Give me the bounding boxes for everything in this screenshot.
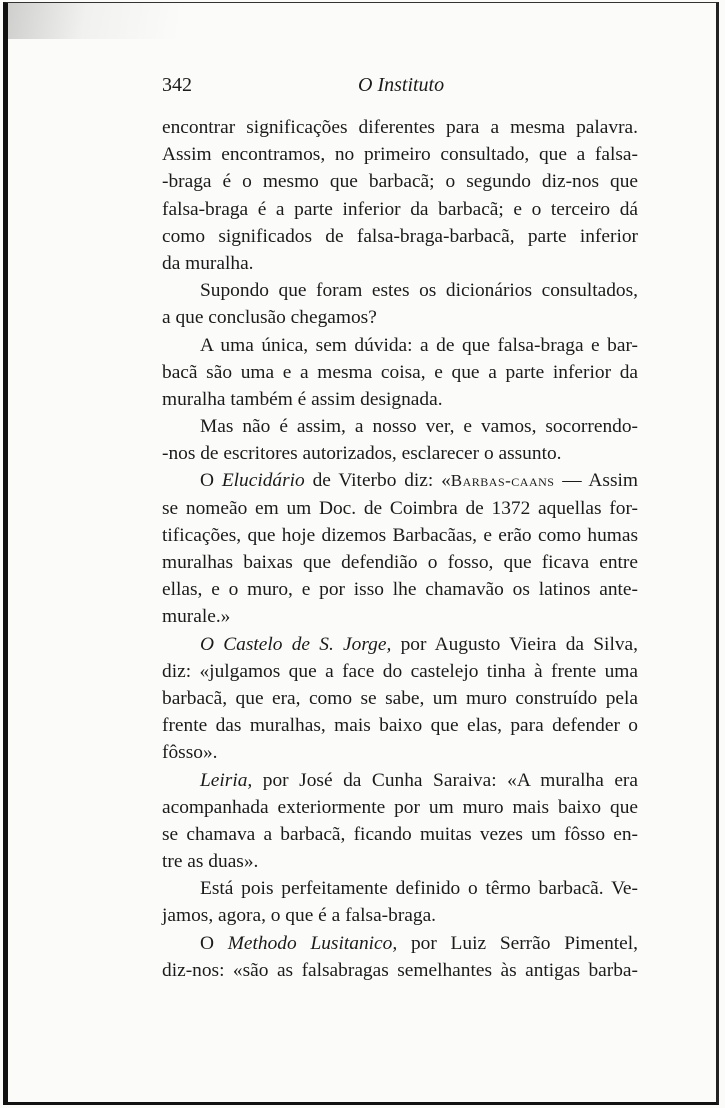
- text-line: Está pois perfeitamente definido o têrmo barbacã. Ve-: [200, 878, 638, 900]
- text-line: -nos de escritores autorizados, esclarecer o assunto.: [162, 443, 562, 465]
- text-fragment: — Assim: [554, 470, 638, 492]
- text-line: como significados de falsa-braga-barbacã, parte inferior: [162, 225, 638, 247]
- text-line: tre as duas».: [162, 851, 259, 873]
- text-line: Mas não é assim, a nosso ver, e vamos, socorrendo-: [200, 416, 638, 438]
- text-line: tificações, que hoje dizemos Barbacãas, e erão como humas: [162, 524, 638, 546]
- text-line: se nomeão em um Doc. de Coimbra de 1372 aquellas for-: [162, 497, 638, 519]
- work-title-elucidario: Elucidário: [221, 470, 305, 492]
- text-line: [162, 768, 638, 793]
- work-title-methodo: Methodo Lusitanico,: [227, 932, 398, 954]
- work-title-castelo: O Castelo de S. Jorge,: [200, 633, 392, 655]
- text-fragment: O: [200, 932, 228, 954]
- text-line: a que conclusão chegamos?: [162, 307, 377, 329]
- text-line: ellas, e o muro, e por isso lhe chamavão os latinos ante-: [162, 579, 638, 601]
- running-head: [162, 70, 638, 100]
- text-line: muralha também é assim designada.: [162, 388, 443, 410]
- text-line: [162, 632, 638, 657]
- text-line: encontrar significações diferentes para a mesma palavra.: [162, 117, 638, 138]
- entry-headword: Barbas-caans: [450, 471, 555, 491]
- text-fragment: por Augusto Vieira da Silva,: [391, 633, 638, 655]
- body-text: [162, 115, 638, 983]
- text-line: murale.»: [162, 606, 231, 628]
- text-fragment: por José da Cunha Saraiva: «A muralha era: [252, 769, 638, 791]
- text-line: A uma única, sem dúvida: a de que falsa-braga e bar-: [200, 334, 638, 356]
- text-line: [162, 931, 638, 956]
- text-line: diz: «julgamos que a face do castelejo tinha à frente uma: [162, 660, 638, 682]
- text-line: jamos, agora, o que é a falsa-braga.: [162, 905, 437, 927]
- text-fragment: por Luiz Serrão Pimentel,: [397, 932, 638, 954]
- text-line: fôsso».: [162, 742, 218, 764]
- text-line: da muralha.: [162, 252, 254, 274]
- text-fragment: O: [200, 470, 222, 492]
- text-line: Supondo que foram estes os dicionários consultados,: [200, 280, 638, 302]
- text-line: barbacã, que era, como se sabe, um muro construído pela: [162, 687, 638, 709]
- text-line: acompanhada exteriormente por um muro mais baixo que: [162, 796, 638, 818]
- work-title-leiria: Leiria,: [200, 769, 253, 791]
- text-line: se chamava a barbacã, ficando muitas vezes um fôsso en-: [162, 823, 638, 845]
- text-line: bacã são uma e a mesma coisa, e que a parte inferior da: [162, 361, 638, 383]
- text-line: muralhas baixas que defendião o fosso, que ficava entre: [162, 552, 638, 573]
- page-number: 342: [162, 74, 192, 96]
- text-line: -braga é o mesmo que barbacã; o segundo diz-nos que: [162, 171, 638, 193]
- text-line: falsa-braga é a parte inferior da barbacã; e o terceiro dá: [162, 198, 638, 220]
- text-line: diz-nos: «são as falsabragas semelhantes às antigas barba-: [162, 959, 638, 981]
- text-fragment: de Viterbo diz: «: [304, 470, 451, 492]
- text-line: Assim encontramos, no primeiro consultado, que a falsa-: [162, 144, 638, 166]
- running-title: O Instituto: [358, 74, 445, 96]
- text-line: [162, 468, 638, 493]
- text-line: frente das muralhas, mais baixo que elas, para defender o: [162, 715, 638, 737]
